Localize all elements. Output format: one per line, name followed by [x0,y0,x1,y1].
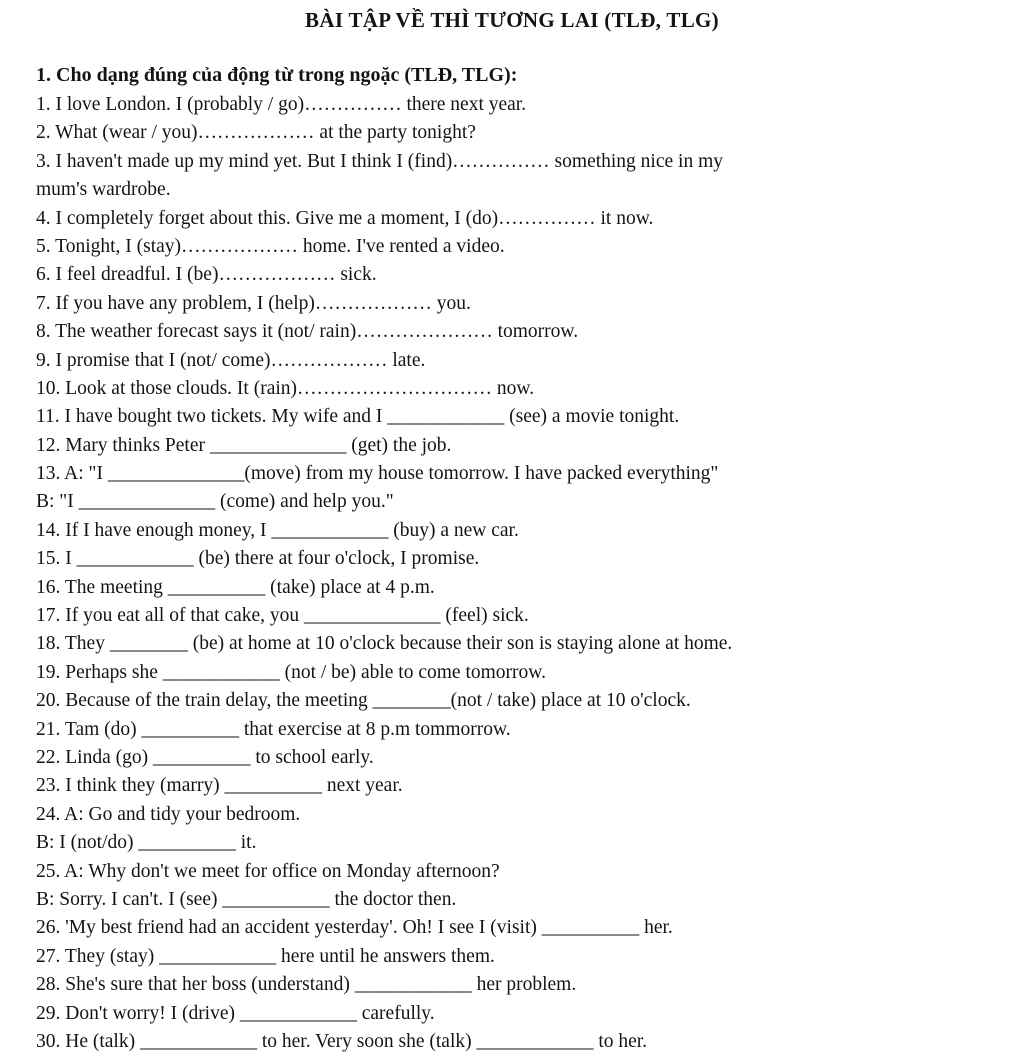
exercise-line: 8. The weather forecast says it (not/ rain)………………… tomorrow. [36,321,579,343]
exercise-line: 5. Tonight, I (stay)……………… home. I've rented a video. [36,235,505,257]
page-title: BÀI TẬP VỀ THÌ TƯƠNG LAI (TLĐ, TLG) [305,8,719,32]
exercise-line: 7. If you have any problem, I (help)……………… you. [36,292,471,314]
exercise-line: 29. Don't worry! I (drive) ____________ carefully. [36,1002,435,1024]
exercise-line: 26. 'My best friend had an accident yesterday'. Oh! I see I (visit) __________ her. [36,917,673,939]
exercise-line: 2. What (wear / you)……………… at the party tonight? [36,122,476,144]
exercise-line: 4. I completely forget about this. Give me a moment, I (do)…………… it now. [36,207,654,229]
exercise-line: 30. He (talk) ____________ to her. Very soon she (talk) ____________ to her. [36,1030,648,1052]
exercise-line: 9. I promise that I (not/ come)……………… late. [36,349,426,371]
exercise-line: 11. I have bought two tickets. My wife and I ____________ (see) a movie tonight. [36,406,680,428]
exercise-list [36,91,1006,1056]
exercise-line: 10. Look at those clouds. It (rain)………………………… now. [36,377,535,399]
exercise-line: B: I (not/do) __________ it. [36,832,257,854]
exercise-line: 1. I love London. I (probably / go)…………… there next year. [36,94,527,115]
exercise-line: 28. She's sure that her boss (understand) ____________ her problem. [36,974,577,996]
section-heading: 1. Cho dạng đúng của động từ trong ngoặc (TLĐ, TLG): [36,64,518,86]
exercise-line: 22. Linda (go) __________ to school early. [36,746,374,768]
exercise-line: 15. I ____________ (be) there at four o'clock, I promise. [36,548,480,570]
exercise-line: 6. I feel dreadful. I (be)……………… sick. [36,264,377,286]
exercise-line: 19. Perhaps she ____________ (not / be) able to come tomorrow. [36,661,546,683]
exercise-line: 13. A: "I ______________(move) from my house tomorrow. I have packed everything" [36,463,719,485]
exercise-line: 14. If I have enough money, I ____________ (buy) a new car. [36,519,519,541]
exercise-line: 12. Mary thinks Peter ______________ (get) the job. [36,434,452,456]
exercise-line: B: Sorry. I can't. I (see) ___________ the doctor then. [36,888,457,910]
exercise-line: 25. A: Why don't we meet for office on Monday afternoon? [36,860,500,882]
exercise-line: 20. Because of the train delay, the meeting ________(not / take) place at 10 o'clock. [36,690,691,712]
exercise-line: B: "I ______________ (come) and help you." [36,491,394,513]
exercise-line: 18. They ________ (be) at home at 10 o'clock because their son is staying alone at home. [36,633,733,655]
exercise-line: 16. The meeting __________ (take) place at 4 p.m. [36,576,435,598]
exercise-line: mum's wardrobe. [36,179,171,201]
exercise-line: 27. They (stay) ____________ here until he answers them. [36,945,495,967]
exercise-line: 23. I think they (marry) __________ next year. [36,775,403,797]
exercise-line: 17. If you eat all of that cake, you ______________ (feel) sick. [36,605,529,627]
exercise-line: 3. I haven't made up my mind yet. But I think I (find)…………… something nice in my [36,150,723,172]
exercise-line: 24. A: Go and tidy your bedroom. [36,803,301,825]
exercise-line: 21. Tam (do) __________ that exercise at 8 p.m tommorrow. [36,718,511,740]
